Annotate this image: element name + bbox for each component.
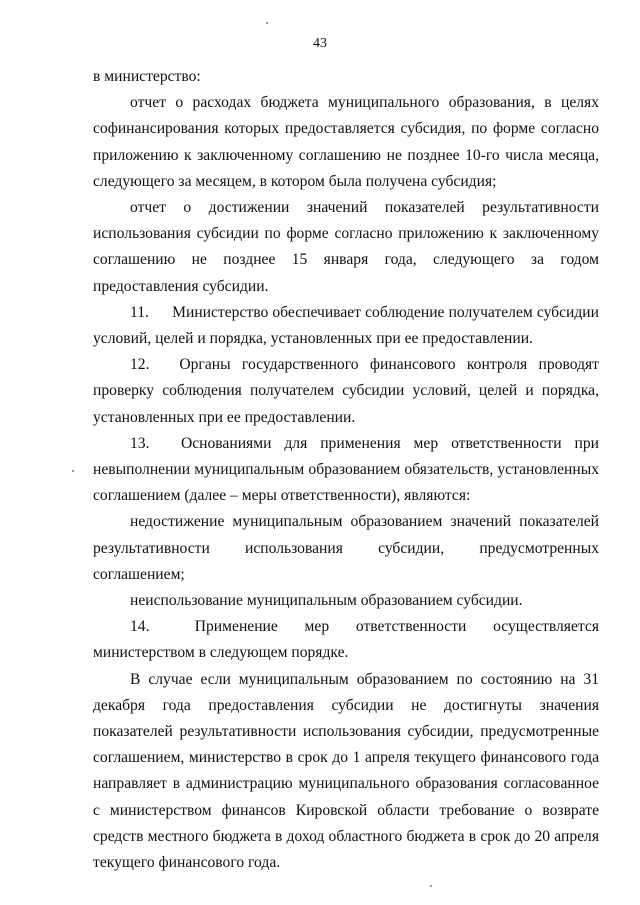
paragraph-text: в министерство: [93,68,201,85]
paragraph-text: Органы государственного финансового контроля проводят проверку соблюдения получателем субсидии условий, целей и порядка, установленных при ее предоставлении. [93,356,599,426]
paragraph-text: Применение мер ответственности осуществляется министерством в следующем порядке. [93,618,599,662]
page-number: 43 [313,36,327,51]
item-number: 14. [130,618,150,636]
paragraph-item-11 [93,300,599,352]
scan-speck [266,22,268,24]
scan-speck [72,470,74,472]
item-number: 13. [130,434,150,452]
item-number: 12. [130,356,150,374]
scan-speck [430,885,432,887]
paragraph-intro [93,64,599,90]
paragraph-text: отчет о достижении значений показателей результативности использования субсидии по форме согласно приложению к заключенному соглашению не позднее 15 января года, следующего за годом предоставления субсидии. [93,199,599,295]
paragraph-item-14 [93,614,599,666]
item-number: 11. [130,303,149,321]
document-body [93,64,599,876]
paragraph-text: Основаниями для применения мер ответственности при невыполнении муниципальным образованием обязательств, установленных соглашением (далее – меры ответственности), являются: [93,434,600,505]
paragraph-text: недостижение муниципальным образованием значений показателей результативности использования субсидии, предусмотренных соглашением; [93,513,599,583]
paragraph-text: неиспользование муниципальным образованием субсидии. [130,592,523,610]
paragraph-report-indicators [93,195,599,300]
paragraph-text: В случае если муниципальным образованием по состоянию на 31 декабря года предоставления субсидии не достигнуты значения показателей результативности использования субсидии, предусмотренные соглашением, министерство в срок до 1 апреля текущего финансового года направляет в администрацию муниципального образования согласованное с министерством финансов Кировской области требование о возврате средств местного бюджета в доход областного бюджета в срок до 20 апреля текущего финансового года. [93,670,599,872]
paragraph-non-achievement [93,509,599,588]
paragraph-report-expenses [93,90,599,195]
paragraph-refund-procedure [93,667,599,877]
paragraph-non-use [93,588,599,614]
paragraph-text: Министерство обеспечивает соблюдение получателем субсидии условий, целей и порядка, установленных при ее предоставлении. [93,303,599,348]
paragraph-text: отчет о расходах бюджета муниципального образования, в целях софинансирования которых предоставляется субсидия, по форме согласно приложению к заключенному соглашению не позднее 10-го числа месяца, следующего за месяцем, в котором была получена субсидия; [93,94,599,190]
paragraph-item-12 [93,352,599,431]
paragraph-item-13 [93,431,599,510]
